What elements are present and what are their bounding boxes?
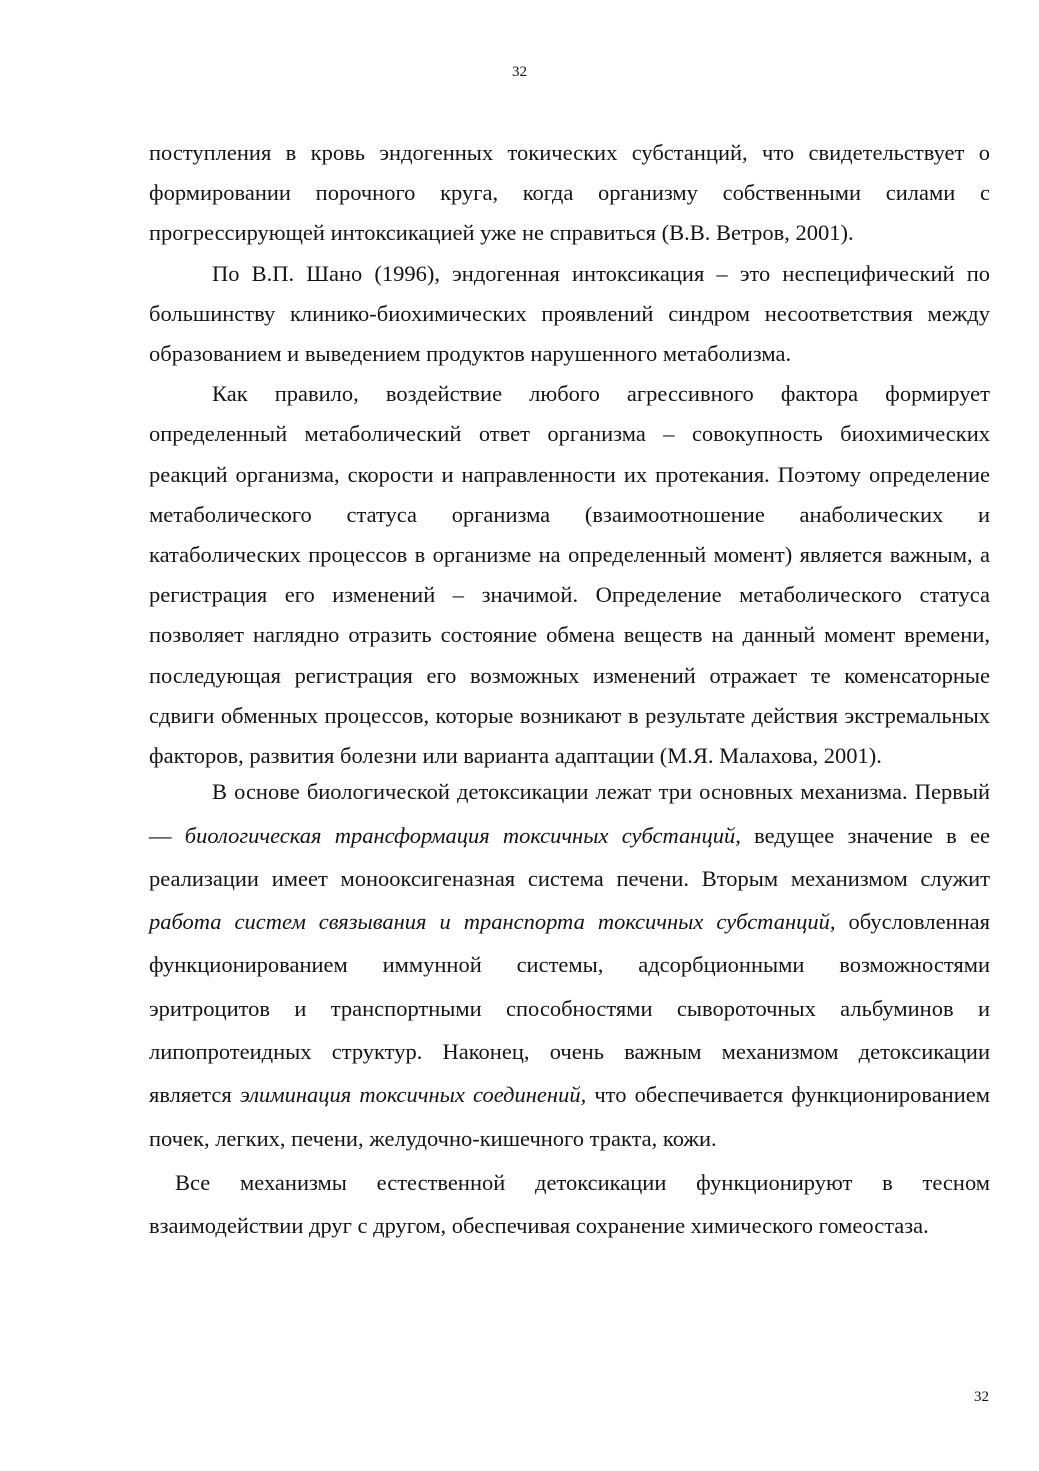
paragraph-4-text-4: что обеспечивается функционированием почек, легких, печени, желудочно-кишечного тракта, кожи. <box>149 1082 990 1151</box>
paragraph-4 <box>149 770 990 1160</box>
paragraph-4-text-2: ведущее значение в ее реализации имеет монооксигеназная система печени. Вторым механизмом служит <box>149 822 990 891</box>
paragraph-4-text-1: В основе биологической детоксикации лежат три основных механизма. Первый — <box>149 779 990 848</box>
paragraph-2: По В.П. Шано (1996), эндогенная интоксикация – это неспецифический по большинству клинико-биохимических проявлений синдром несоответствия между образованием и выведением продуктов нарушенного метаболизма. <box>149 260 990 367</box>
paragraph-1: поступления в кровь эндогенных токических субстанций, что свидетельствует о формировании порочного круга, когда организму собственными силами с прогрессирующей интоксикацией уже не справиться (В.В. Ветров, 2001). <box>149 140 990 246</box>
paragraph-3: Как правило, воздействие любого агрессивного фактора формирует определенный метаболический ответ организма – совокупность биохимических реакций организма, скорости и направленности их протекания. Поэтому определение метаболического статуса организма (взаимоотношение анаболических и катаболических процессов в организме на определенный момент) является важным, а регистрация его изменений – значимой. Определение метаболического статуса позволяет наглядно отразить состояние обмена веществ на данный момент времени, последующая регистрация его возможных изменений отражает те коменсаторные сдвиги обменных процессов, которые возникают в результате действия экстремальных факторов, развития болезни или варианта адаптации (М.Я. Малахова, 2001). <box>149 381 990 769</box>
page-number-top: 32 <box>512 64 527 80</box>
paragraph-4-emphasis-1: биологическая трансформация токсичных субстанций, <box>184 822 741 848</box>
page-number-bottom: 32 <box>974 1389 989 1405</box>
paragraph-5: Все механизмы естественной детоксикации функционируют в тесном взаимодействии друг с другом, обеспечивая сохранение химического гомеостаза. <box>149 1169 990 1239</box>
paragraph-4-emphasis-2: работа систем связывания и транспорта токсичных субстанций, <box>149 909 836 935</box>
paragraph-4-emphasis-3: элиминация токсичных соединений, <box>239 1082 587 1108</box>
paragraph-4-text-3: обусловленная функционированием иммунной системы, адсорбционными возможностями эритроцитов и транспортными способностями сывороточных альбуминов и липопротеидных структур. Наконец, очень важным механизмом детоксикации является <box>149 909 991 1108</box>
page-body <box>149 133 990 1248</box>
